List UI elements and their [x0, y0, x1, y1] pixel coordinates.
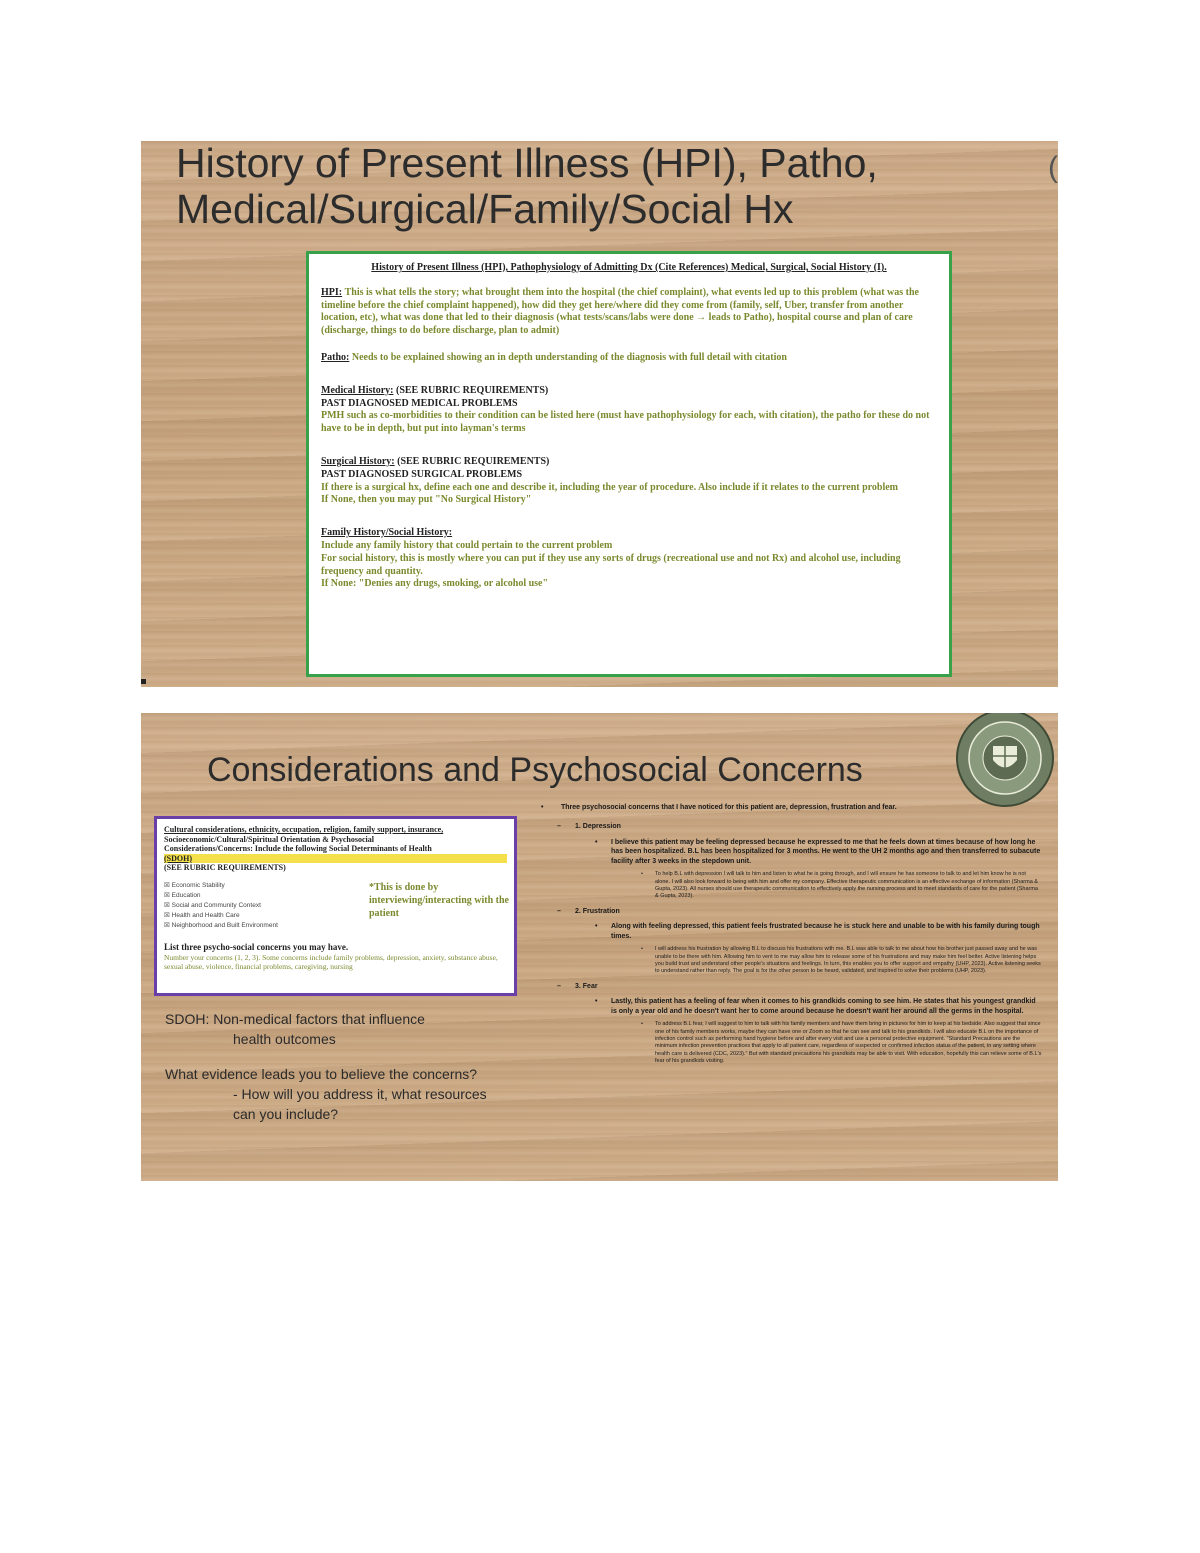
- corner-mark: [141, 679, 146, 684]
- concern-heading-frustration: – 2. Frustration: [537, 907, 1042, 916]
- medical-section: [321, 385, 937, 436]
- slide-title: History of Present Illness (HPI), Patho, Medical/Surgical/Family/Social Hx: [176, 141, 878, 232]
- box-line4: (SEE RUBRIC REQUIREMENTS): [164, 863, 286, 873]
- sdoh-notes: [165, 1009, 487, 1124]
- sdoh-item: ☒ Health and Health Care: [164, 912, 240, 920]
- box-heading: History of Present Illness (HPI), Pathophysiology of Admitting Dx (Cite References) Medical, Surgical, Social History (I).: [371, 262, 887, 273]
- box-line2: Socioeconomic/Cultural/Spiritual Orientation & Psychosocial: [164, 834, 374, 844]
- university-seal-icon: [947, 713, 1057, 813]
- list-heading: List three psycho-social concerns you may have.: [164, 942, 349, 952]
- evidence-subquestion: - How will you address it, what resources: [233, 1085, 487, 1102]
- medical-label: Medical History:: [321, 384, 394, 396]
- surgical-label: Surgical History:: [321, 455, 395, 467]
- concerns-instructions: [164, 942, 509, 971]
- concern-plan-fear: • To address B.L fear, I will suggest to him to talk with his family members and have them bring in pictures for him to keep at his bedside. Also suggest that since one of his family members works, maybe they can have one or Zoom so that he can see and talk to his grandkids. I will also educate B.L on the importance of infection control such as performing hand hygiene before and after every visit and use a personal protective equipment. "Standard Precautions are the minimum infection prevention practices that apply to all patient care, regardless of suspected or confirmed infection status of the patient, in any setting where health care is delivered (CDC, 2023)." But with standard precautions his grandkids may be able to visit. With education, hopefully this can relieve some of B.L's fear of his grandkids visiting.: [537, 1021, 1042, 1066]
- concern-heading-fear: – 3. Fear: [537, 982, 1042, 991]
- list-detail: Number your concerns (1, 2, 3). Some concerns include family problems, depression, anxiety, substance abuse, sexual abuse, violence, financial problems, caregiving, nursing: [164, 952, 498, 971]
- considerations-template-box: [154, 816, 517, 996]
- medical-text: PMH such as co-morbidities to their condition can be listed here (must have pathophysiology for each, with citation), the patho for these do not have to be in depth, but put into layman's terms: [321, 410, 930, 435]
- family-label: Family History/Social History:: [321, 527, 453, 539]
- patho-label: Patho:: [321, 351, 350, 363]
- family-text1: Include any family history that could pertain to the current problem: [321, 539, 613, 551]
- psychosocial-concerns-list: [537, 803, 1042, 1066]
- sdoh-item: ☒ Economic Stability: [164, 882, 225, 889]
- sdoh-item: ☒ Education: [164, 892, 201, 900]
- box-line3: Considerations/Concerns: Include the following Social Determinants of Health: [164, 844, 432, 854]
- sdoh-item: ☒ Social and Community Context: [164, 902, 261, 910]
- evidence-question: What evidence leads you to believe the concerns?: [165, 1065, 478, 1082]
- hpi-template-box: [306, 251, 952, 677]
- patho-text: Needs to be explained showing an in depth understanding of the diagnosis with full detail with citation: [351, 351, 787, 363]
- box-line1: Cultural considerations, ethnicity, occupation, religion, family support, insurance,: [164, 825, 444, 834]
- sdoh-tag: (SDOH): [164, 854, 507, 864]
- evidence-subquestion-cont: can you include?: [233, 1106, 339, 1123]
- hpi-label: HPI:: [321, 286, 343, 298]
- slide-hpi: [141, 141, 1058, 687]
- slide-title: Considerations and Psychosocial Concerns: [207, 751, 863, 789]
- concern-heading-depression: – 1. Depression: [537, 822, 1042, 831]
- concern-plan-depression: • To help B.L with depression I will talk to him and listen to what he is going through, and I will ensure he has someone to talk to and let him know he is not alone. I will also look forward to being with him and offer my company. Effective therapeutic communication is an effective exchange of information (Sharma & Gupta, 2023). All nurses should use therapeutic communication to effectively apply the nursing process and to meet standards of care for the patient (Sharma & Gupta, 2023).: [537, 871, 1042, 901]
- sdoh-definition-line1: SDOH: Non-medical factors that influence: [165, 1011, 425, 1027]
- partial-glyph-decoration: (: [1048, 151, 1058, 184]
- medical-req: (SEE RUBRIC REQUIREMENTS): [393, 384, 549, 396]
- family-text2: For social history, this is mostly where you can put if they use any sorts of drugs (recreational use and not Rx) and alcohol use, including frequency and quantity.: [321, 552, 901, 577]
- family-none: If None: "Denies any drugs, smoking, or alcohol use": [321, 578, 549, 590]
- sdoh-definition-line2: health outcomes: [233, 1031, 336, 1048]
- surgical-sub: PAST DIAGNOSED SURGICAL PROBLEMS: [321, 468, 523, 480]
- family-section: [321, 527, 937, 591]
- concern-plan-frustration: • I will address his frustration by allowing B.L to discuss his frustrations with me. B.L was able to talk to me about how his brother just passed away and he was unable to be there with him. Allowing him to vent to me may allow him to release some of his frustrations and may make him feel better. Active listening helps you build trust and understand other people's situations and feelings. In turn, this enables you to offer support and empathy (UHP, 2023). Active listening seeks to understand rather than reply. The goal is for the other person to be heard, validated, and inspired to solve their problems (UHP, 2023).: [537, 946, 1042, 976]
- patho-section: [321, 352, 937, 365]
- slide-psychosocial: [141, 713, 1058, 1181]
- surgical-req: (SEE RUBRIC REQUIREMENTS): [394, 455, 550, 467]
- interview-note: *This is done by interviewing/interacting with the patient: [369, 882, 509, 919]
- concerns-intro: • Three psychosocial concerns that I have noticed for this patient are, depression, frustration and fear.: [537, 803, 1042, 812]
- hpi-section: [321, 287, 937, 338]
- medical-sub: PAST DIAGNOSED MEDICAL PROBLEMS: [321, 397, 518, 409]
- concern-evidence-fear: • Lastly, this patient has a feeling of fear when it comes to his grandkids coming to see him. He states that his youngest grandkid is only a year old and he doesn't want her to come around because he doesn't want her around all the germs in the hospital.: [537, 997, 1042, 1016]
- surgical-section: [321, 456, 937, 507]
- sdoh-item: ☒ Neighborhood and Built Environment: [164, 922, 278, 930]
- surgical-text: If there is a surgical hx, define each one and describe it, including the year of procedure. Also include if it relates to the current problem: [321, 481, 899, 493]
- concern-evidence-frustration: • Along with feeling depressed, this patient feels frustrated because he is stuck here and unable to be with his family during tough times.: [537, 922, 1042, 941]
- surgical-none: If None, then you may put "No Surgical History": [321, 494, 532, 506]
- hpi-text: This is what tells the story; what brought them into the hospital (the chief complaint), what events led up to this problem (what was the timeline before the chief complaint happened), how did they get here/where did they come from (family, self, Uber, transfer from another location, etc), what was done that led to their diagnosis (what tests/scans/labs were done → leads to Patho), hospital course and plan of care (discharge, things to do before discharge, plan to admit): [321, 286, 919, 337]
- sdoh-list: [164, 881, 278, 931]
- concern-evidence-depression: • I believe this patient may be feeling depressed because he expressed to me that he feels down at times because of how long he has been hospitalized. B.L has been hospitalized for 3 months. He went to the UH 2 months ago and then transferred to subacute facility after 3 weeks in the stepdown unit.: [537, 838, 1042, 866]
